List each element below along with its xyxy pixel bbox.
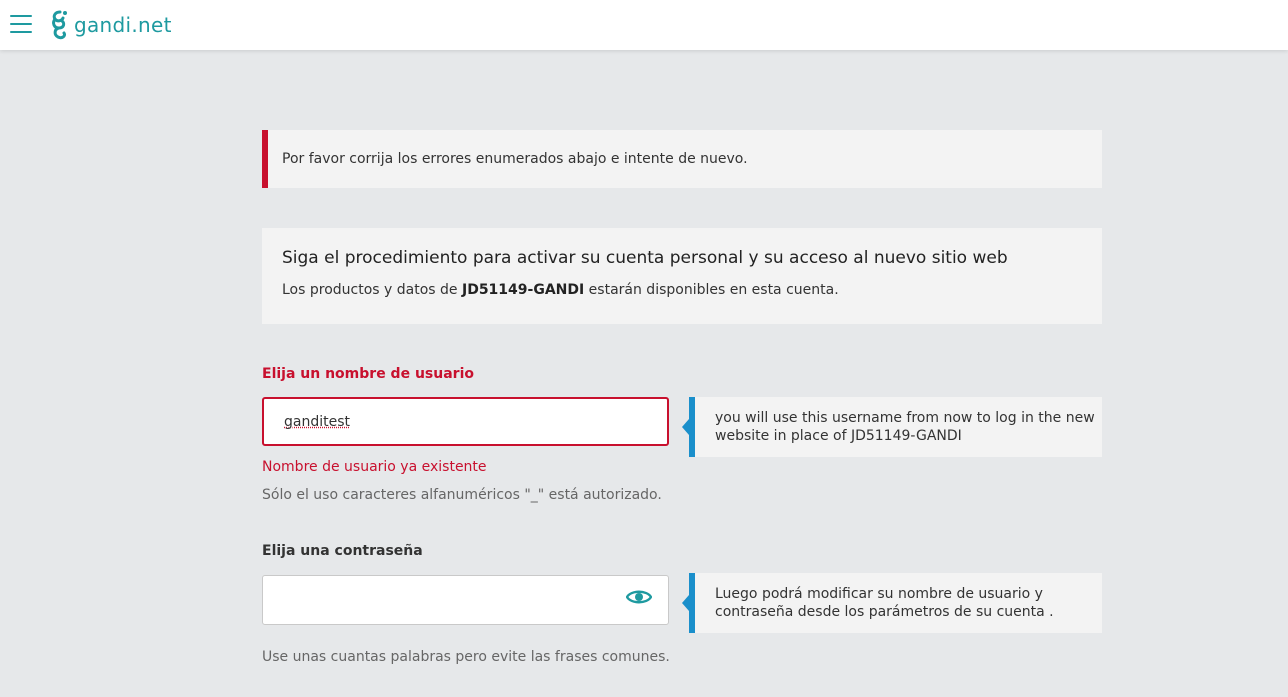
info-text-after: estarán disponibles en esta cuenta. <box>584 282 839 298</box>
error-alert <box>262 130 1102 188</box>
hamburger-menu-icon[interactable] <box>10 14 32 34</box>
password-help-text: Use unas cuantas palabras pero evite las frases comunes. <box>262 649 670 665</box>
username-input[interactable] <box>262 397 669 446</box>
gandi-logo[interactable] <box>50 8 172 42</box>
account-handle: JD51149-GANDI <box>461 282 585 298</box>
password-label: Elija una contraseña <box>262 543 423 559</box>
gandi-logo-icon <box>50 9 70 41</box>
main-content <box>262 130 1102 665</box>
password-input[interactable] <box>262 575 669 625</box>
password-tip <box>689 573 1102 633</box>
username-tip <box>689 397 1102 457</box>
info-text-before: Los productos y datos de <box>282 282 462 298</box>
username-error-message: Nombre de usuario ya existente <box>262 459 487 475</box>
logo-text: gandi.net <box>74 13 172 37</box>
top-bar <box>0 0 1288 50</box>
password-row <box>262 573 1102 633</box>
eye-icon[interactable] <box>626 588 652 606</box>
username-tip-text: you will use this username from now to log in the new website in place of JD51149-GANDI <box>715 410 1095 444</box>
username-help-text: Sólo el uso caracteres alfanuméricos "_" está autorizado. <box>262 487 662 503</box>
info-title: Siga el procedimiento para activar su cuenta personal y su acceso al nuevo sitio web <box>282 248 1008 268</box>
username-row <box>262 397 1102 457</box>
password-tip-text: Luego podrá modificar su nombre de usuario y contraseña desde los parámetros de su cuenta . <box>715 586 1054 620</box>
error-alert-message: Por favor corrija los errores enumerados abajo e intente de nuevo. <box>282 151 748 167</box>
info-box <box>262 228 1102 324</box>
info-text <box>282 282 1082 298</box>
username-label: Elija un nombre de usuario <box>262 366 474 382</box>
